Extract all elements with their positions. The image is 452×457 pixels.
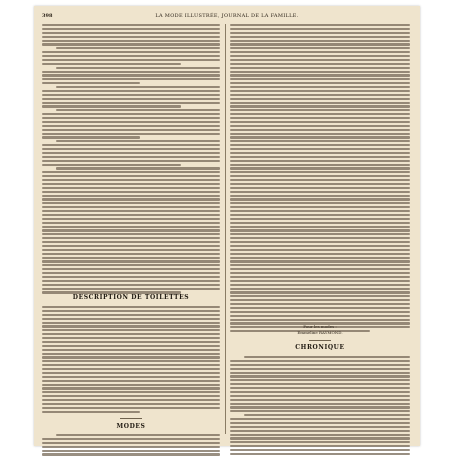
section-title-modes: MODES xyxy=(116,423,146,430)
left-column xyxy=(42,24,220,436)
text-block xyxy=(230,356,410,457)
author-signature: Emmeline RAYMOND. xyxy=(297,330,343,335)
right-column xyxy=(230,24,410,436)
text-block xyxy=(42,306,220,415)
separator-rule xyxy=(309,340,331,341)
separator-rule xyxy=(120,418,142,419)
section-title-toilettes: DESCRIPTION DE TOILETTES xyxy=(72,294,190,301)
text-block xyxy=(42,434,220,457)
column-divider xyxy=(225,24,226,434)
magazine-page xyxy=(34,6,420,446)
text-block xyxy=(230,24,410,334)
section-title-chronique: CHRONIQUE xyxy=(295,344,345,351)
page-header xyxy=(42,12,412,20)
page-number: 398 xyxy=(42,13,53,19)
closing-line: Pour les modes : xyxy=(303,324,337,329)
running-title: LA MODE ILLUSTRÉE, JOURNAL DE LA FAMILLE. xyxy=(155,13,299,19)
text-block xyxy=(42,24,220,295)
